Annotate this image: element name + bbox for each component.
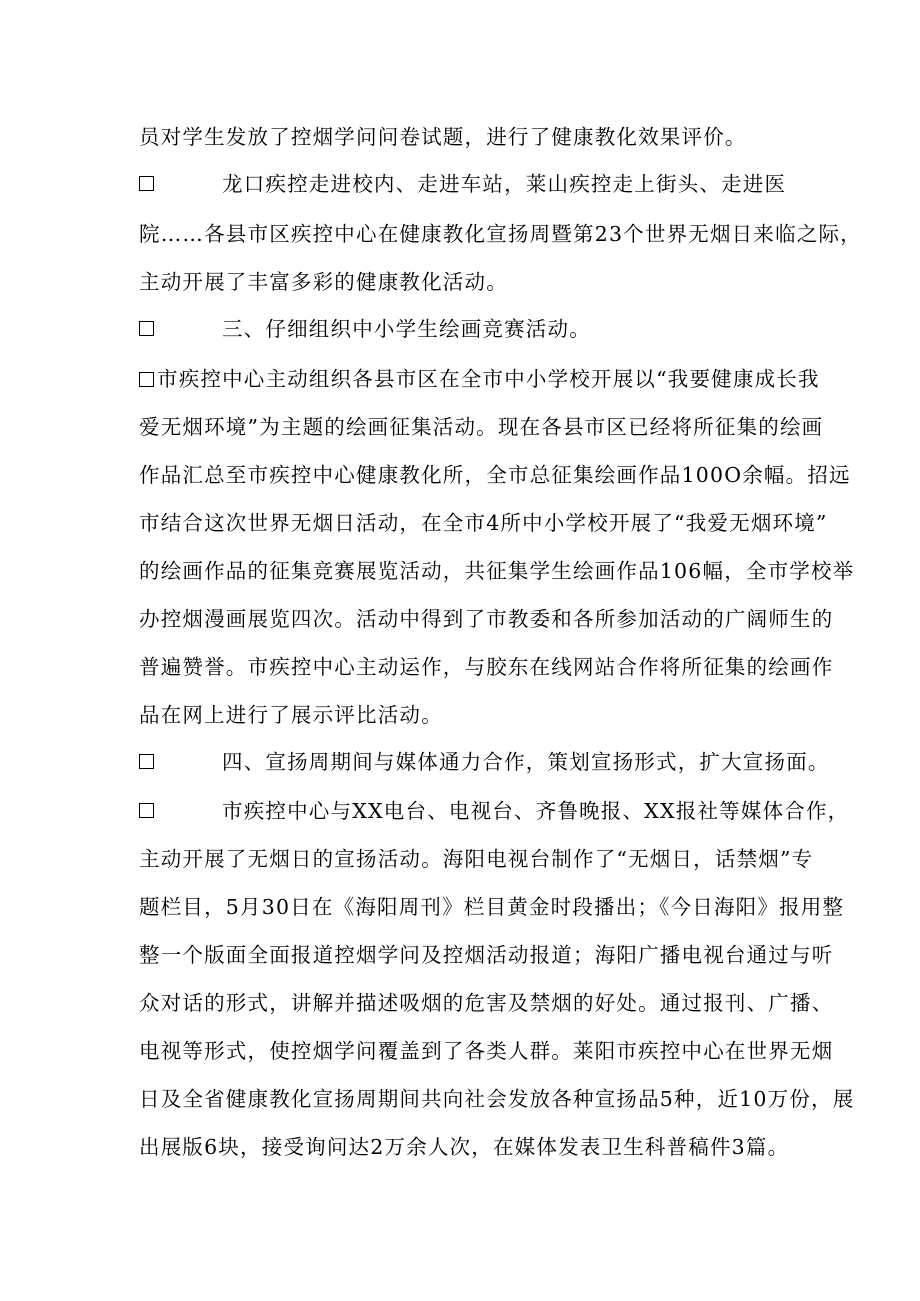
paragraph-line-13: 品在网上进行了展示评比活动。 [139, 703, 443, 727]
paragraph-line-9: 市结合这次世界无烟日活动，在全市4所中小学校开展了“我爱无烟环境” [139, 511, 828, 535]
paragraph-line-3: 院……各县市区疾控中心在健康教化宣扬周暨第23个世界无烟日来临之际， [139, 222, 862, 246]
section-heading-3: 三、仔细组织中小学生绘画竞赛活动。 [222, 317, 591, 341]
paragraph-line-18: 整一个版面全面报道控烟学问及控烟活动报道；海阳广播电视台通过与听 [139, 943, 834, 967]
paragraph-line-11: 办控烟漫画展览四次。活动中得到了市教委和各所参加活动的广阔师生的 [139, 607, 834, 631]
paragraph-text: 市疾控中心主动组织各县市区在全市中小学校开展以“我要健康成长我 [157, 367, 820, 391]
checkbox-icon [139, 176, 154, 191]
paragraph-line-7: 爱无烟环境”为主题的绘画征集活动。现在各县市区已经将所征集的绘画 [139, 415, 824, 439]
paragraph-line-15: 市疾控中心与XX电台、电视台、齐鲁晚报、XX报社等媒体合作， [222, 799, 850, 823]
section-heading-4: 四、宣扬周期间与媒体通力合作，策划宣扬形式，扩大宣扬面。 [222, 750, 830, 774]
paragraph-line-22: 出展版6块，接受询问达2万余人次，在媒体发表卫生科普稿件3篇。 [139, 1135, 790, 1159]
paragraph-line-21: 日及全省健康教化宣扬周期间共向社会发放各种宣扬品5种，近10万份，展 [139, 1087, 855, 1111]
paragraph-line-1: 员对学生发放了控烟学问问卷试题，进行了健康教化效果评价。 [139, 125, 747, 149]
paragraph-line-2: 龙口疾控走进校内、走进车站，莱山疾控走上街头、走进医 [222, 172, 787, 196]
paragraph-line-17: 题栏目，5月30日在《海阳周刊》栏目黄金时段播出；《今日海阳》报用整 [139, 895, 845, 919]
paragraph-line-8: 作品汇总至市疾控中心健康教化所，全市总征集绘画作品100O余幅。招远 [139, 463, 851, 487]
checkbox-icon [139, 372, 154, 387]
paragraph-line-19: 众对话的形式，讲解并描述吸烟的危害及禁烟的好处。通过报刊、广播、 [139, 991, 834, 1015]
checkbox-icon [139, 754, 154, 769]
paragraph-line-12: 普遍赞誉。市疾控中心主动运作，与胶东在线网站合作将所征集的绘画作 [139, 655, 834, 679]
paragraph-line-16: 主动开展了无烟日的宣扬活动。海阳电视台制作了“无烟日，话禁烟”专 [139, 847, 814, 871]
checkbox-icon [139, 803, 154, 818]
paragraph-line-10: 的绘画作品的征集竞赛展览活动，共征集学生绘画作品106幅，全市学校举 [139, 559, 855, 583]
paragraph-line-4: 主动开展了丰富多彩的健康教化活动。 [139, 270, 508, 294]
paragraph-line-6 [139, 365, 820, 393]
paragraph-line-20: 电视等形式，使控烟学问覆盖到了各类人群。莱阳市疾控中心在世界无烟 [139, 1039, 834, 1063]
checkbox-icon [139, 321, 154, 336]
